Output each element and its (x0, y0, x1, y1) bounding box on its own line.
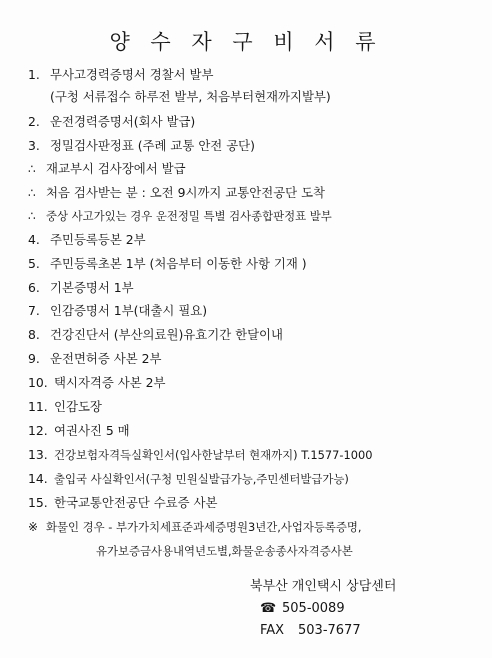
list-item (28, 495, 217, 511)
telephone-icon: ☎ (260, 601, 277, 616)
item-text: 건강보험자격득실확인서(입사한날부터 현재까지) T.1577-1000 (54, 448, 373, 462)
list-item (28, 519, 362, 535)
item-text: 출입국 사실확인서(구청 민원실발급가능,주민센터발급가능) (54, 472, 349, 486)
item-text: 무사고경력증명서 경찰서 발부 (50, 67, 214, 82)
item-number: 2. (28, 114, 40, 129)
item-number: 15. (28, 495, 48, 510)
list-item (28, 423, 130, 439)
contact-footer (250, 576, 396, 642)
list-item (28, 114, 195, 130)
fax-number: 503-7677 (298, 623, 361, 638)
reference-mark-symbol: ※ (28, 520, 39, 534)
item-text: 주민등록등본 2부 (50, 232, 146, 247)
item-text: 인감도장 (54, 399, 102, 414)
fax-row (250, 620, 396, 642)
item-text: 운전면허증 사본 2부 (50, 351, 162, 366)
item-text: (구청 서류접수 하루전 발부, 처음부터현재까지발부) (50, 89, 331, 104)
item-text: 처음 검사받는 분 : 오전 9시까지 교통안전공단 도착 (46, 185, 326, 200)
item-number: 12. (28, 423, 48, 438)
list-item (96, 543, 353, 559)
item-text: 한국교통안전공단 수료증 사본 (54, 495, 218, 510)
list-item (28, 303, 207, 319)
phone-number: 505-0089 (282, 601, 345, 616)
item-number: 10. (28, 375, 48, 390)
item-number: 8. (28, 327, 40, 342)
item-number: 9. (28, 351, 40, 366)
item-text: 기본증명서 1부 (50, 280, 134, 295)
therefore-symbol: ∴ (28, 209, 36, 223)
item-number: 1. (28, 67, 40, 82)
list-item (28, 327, 283, 343)
list-item (28, 471, 349, 487)
item-text: 택시자격증 사본 2부 (54, 375, 166, 390)
item-text: 인감증명서 1부(대출시 필요) (50, 303, 208, 318)
list-item (28, 161, 186, 177)
item-text: 정밀검사판정표 (주례 교통 안전 공단) (50, 138, 255, 153)
list-item (28, 351, 162, 367)
list-item (28, 138, 255, 154)
list-item (28, 447, 373, 463)
item-number: 14. (28, 471, 48, 486)
item-number: 7. (28, 303, 40, 318)
document-title: 양 수 자 구 비 서 류 (109, 30, 383, 54)
item-text: 화물인 경우 - 부가가치세표준과세증명원3년간,사업자등록증명, (46, 520, 362, 534)
item-text: 운전경력증명서(회사 발급) (50, 114, 196, 129)
item-text: 유가보증금사용내역년도별,화물운송종사자격증사본 (96, 544, 353, 558)
therefore-symbol: ∴ (28, 162, 36, 176)
list-item (28, 185, 325, 201)
list-item (28, 256, 307, 272)
center-name: 북부산 개인택시 상담센터 (250, 579, 397, 594)
list-item (28, 399, 102, 415)
list-item (28, 280, 134, 296)
therefore-symbol: ∴ (28, 186, 36, 200)
phone-row (250, 598, 396, 620)
item-number: 13. (28, 447, 48, 462)
list-item (28, 208, 332, 224)
list-item (50, 89, 331, 105)
list-item (28, 67, 213, 83)
item-number: 3. (28, 138, 40, 153)
list-item (28, 232, 146, 248)
item-number: 6. (28, 280, 40, 295)
item-text: 주민등록초본 1부 (처음부터 이동한 사항 기재 ) (50, 256, 307, 271)
item-number: 4. (28, 232, 40, 247)
item-text: 여권사진 5 매 (54, 423, 130, 438)
item-number: 5. (28, 256, 40, 271)
item-text: 중상 사고가있는 경우 운전정밀 특별 검사종합판정표 발부 (46, 209, 332, 223)
list-item (28, 375, 166, 391)
item-number: 11. (28, 399, 48, 414)
item-text: 건강진단서 (부산의료원)유효기간 한달이내 (50, 327, 283, 342)
item-text: 재교부시 검사장에서 발급 (46, 161, 186, 176)
fax-label: FAX (260, 623, 285, 638)
